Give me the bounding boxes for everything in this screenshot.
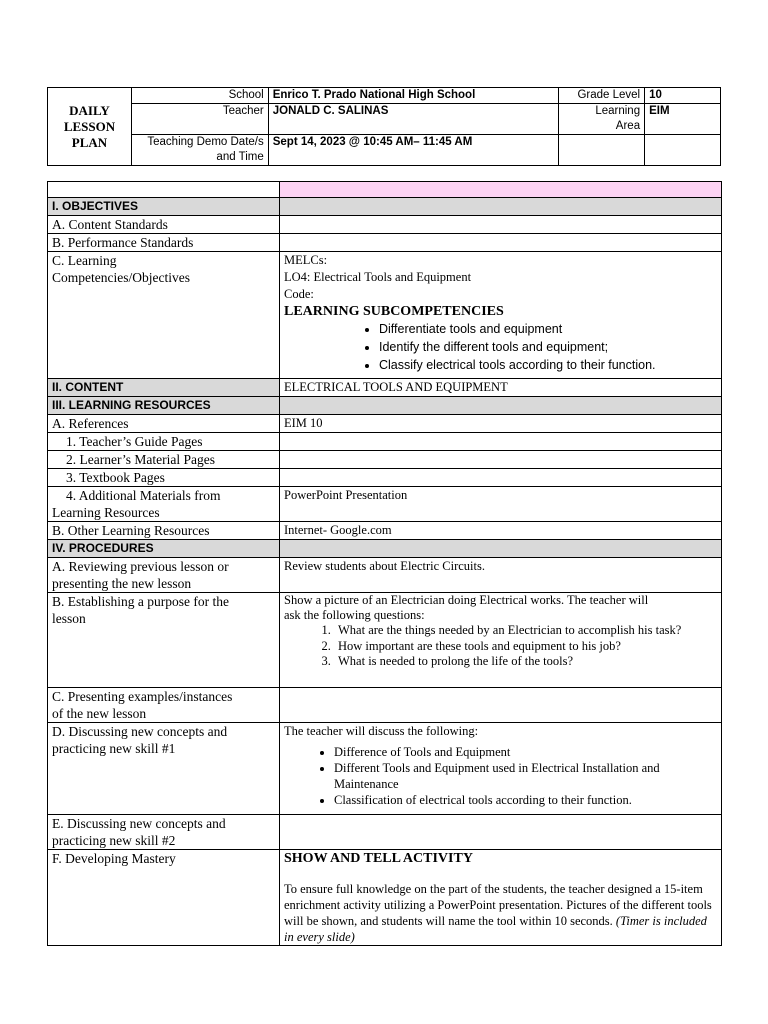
page-title: DAILY LESSON PLAN [48, 88, 132, 166]
highlight-cell [280, 182, 722, 198]
teachers-guide-label: 1. Teacher’s Guide Pages [48, 433, 280, 451]
school-value: Enrico T. Prado National High School [268, 88, 558, 104]
resources-heading: III. LEARNING RESOURCES [48, 397, 280, 415]
list-item: • Difference of Tools and Equipment [334, 744, 717, 760]
procedure-a-label: A. Reviewing previous lesson or presenting the new lesson [48, 558, 280, 593]
teacher-value: JONALD C. SALINAS [268, 104, 558, 135]
lesson-plan-table [47, 181, 722, 946]
list-item: 2. How important are these tools and equipment to his job? [334, 639, 717, 655]
procedure-d-value: The teacher will discuss the following: • Difference of Tools and Equipment • Different Tools and Equipment used in Electrical Installation and Maintenance • Classification of electrical tools according to their function. [280, 723, 722, 815]
objectives-heading: I. OBJECTIVES [48, 198, 280, 216]
learners-material-label: 2. Learner’s Material Pages [48, 451, 280, 469]
empty-cell [280, 540, 722, 558]
content-heading: II. CONTENT [48, 379, 280, 397]
melcs-label: MELCs: [284, 253, 328, 267]
empty-cell [280, 815, 722, 850]
empty-cell [280, 469, 722, 487]
empty-cell [559, 135, 645, 166]
empty-cell [280, 688, 722, 723]
procedure-d-label: D. Discussing new concepts and practicing new skill #1 [48, 723, 280, 815]
grade-label: Grade Level [559, 88, 645, 104]
procedures-heading: IV. PROCEDURES [48, 540, 280, 558]
additional-materials-label: 4. Additional Materials from Learning Resources [48, 487, 280, 522]
procedure-b-label: B. Establishing a purpose for the lesson [48, 593, 280, 688]
list-item: • Classification of electrical tools according to their function. [334, 792, 717, 808]
questions-list [284, 623, 717, 670]
grade-value: 10 [645, 88, 721, 104]
list-item: • Differentiate tools and equipment [379, 320, 717, 338]
demo-date-label: Teaching Demo Date/s and Time [131, 135, 268, 166]
references-label: A. References [48, 415, 280, 433]
content-value: ELECTRICAL TOOLS AND EQUIPMENT [280, 379, 722, 397]
empty-cell [280, 198, 722, 216]
performance-standards-label: B. Performance Standards [48, 234, 280, 252]
empty-cell [48, 182, 280, 198]
learning-area-label: Learning Area [559, 104, 645, 135]
procedure-b-value: Show a picture of an Electrician doing Electrical works. The teacher will ask the following questions: 1. What are the things needed by an Electrician to accomplish his task? 2. How important are these tools and equipment to his job? 3. What is needed to prolong the life of the tools? [280, 593, 722, 688]
subcompetencies-list [284, 320, 717, 374]
code-label: Code: [284, 287, 314, 301]
demo-date-value: Sept 14, 2023 @ 10:45 AM– 11:45 AM [268, 135, 558, 166]
list-item: • Different Tools and Equipment used in Electrical Installation and Maintenance [334, 760, 717, 792]
list-item: 3. What is needed to prolong the life of the tools? [334, 654, 717, 670]
empty-cell [280, 397, 722, 415]
empty-cell [280, 234, 722, 252]
lo-text: LO4: Electrical Tools and Equipment [284, 270, 472, 284]
procedure-e-label: E. Discussing new concepts and practicing new skill #2 [48, 815, 280, 850]
list-item: • Classify electrical tools according to their function. [379, 356, 717, 374]
empty-cell [280, 216, 722, 234]
discussion-list [284, 744, 717, 808]
subcompetencies-heading: LEARNING SUBCOMPETENCIES [284, 304, 504, 319]
procedure-a-value: Review students about Electric Circuits. [280, 558, 722, 593]
learning-area-value: EIM [645, 104, 721, 135]
procedure-f-value [280, 850, 722, 946]
references-value: EIM 10 [280, 415, 722, 433]
school-label: School [131, 88, 268, 104]
activity-body: To ensure full knowledge on the part of the students, the teacher designed a 15-item enrichment activity utilizing a PowerPoint presentation. Pictures of the different tools will be shown, and students will name the tool within 10 seconds. (Timer is included in every slide) [284, 882, 712, 944]
empty-cell [280, 451, 722, 469]
activity-heading: SHOW AND TELL ACTIVITY [284, 851, 473, 866]
content-standards-label: A. Content Standards [48, 216, 280, 234]
procedure-f-label: F. Developing Mastery [48, 850, 280, 946]
competencies-cell [280, 252, 722, 379]
other-resources-label: B. Other Learning Resources [48, 522, 280, 540]
list-item: 1. What are the things needed by an Electrician to accomplish his task? [334, 623, 717, 639]
empty-cell [645, 135, 721, 166]
header-table [47, 87, 721, 166]
other-resources-value: Internet- Google.com [280, 522, 722, 540]
additional-materials-value: PowerPoint Presentation [280, 487, 722, 522]
empty-cell [280, 433, 722, 451]
list-item: • Identify the different tools and equipment; [379, 338, 717, 356]
competencies-label: C. Learning Competencies/Objectives [48, 252, 280, 379]
textbook-label: 3. Textbook Pages [48, 469, 280, 487]
teacher-label: Teacher [131, 104, 268, 135]
procedure-c-label: C. Presenting examples/instances of the new lesson [48, 688, 280, 723]
